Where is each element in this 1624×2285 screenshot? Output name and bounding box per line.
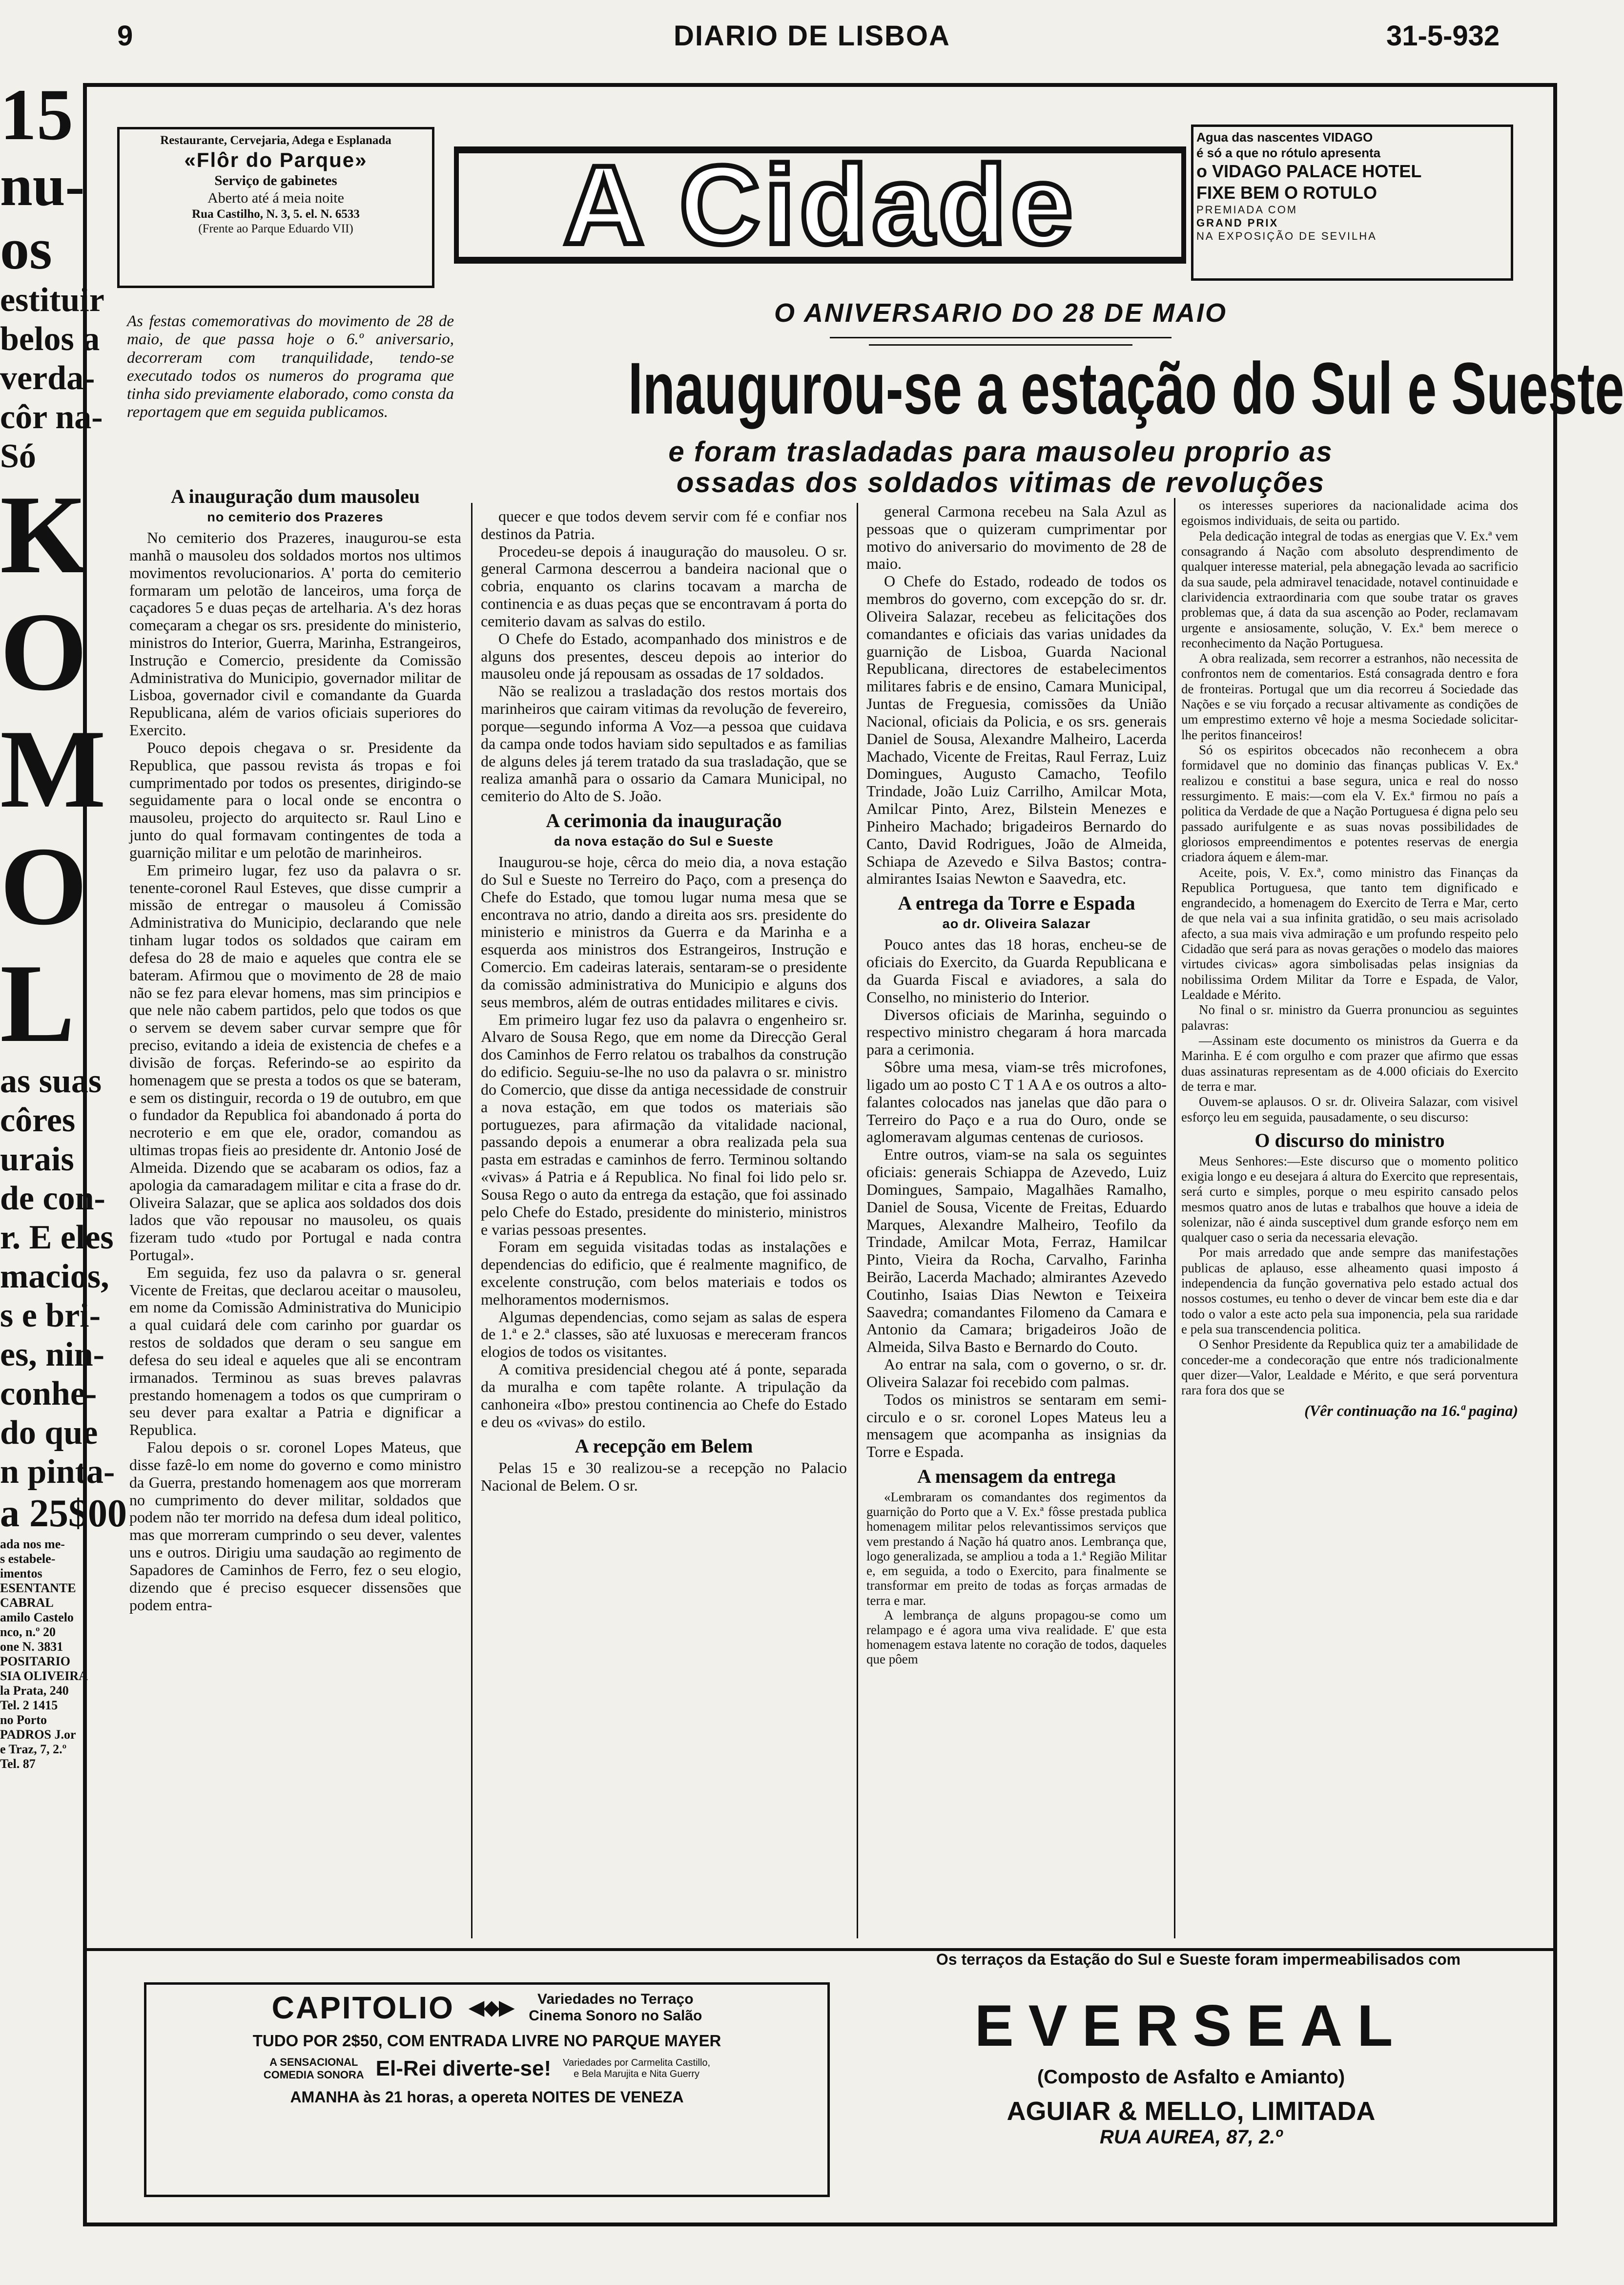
paragraph: Todos os ministros se sentaram em semi-circulo e o sr. coronel Lopes Mateus leu a mensagem que acompanha as insignias da Torre e Espada. [866,1390,1167,1461]
strip-text: O [0,824,87,948]
paragraph: No cemiterio dos Prazeres, inaugurou-se esta manhã o mausoleu dos soldados mortos nos ultimos movimentos revolucionarios. A' porta do cemiterio formaram um pelotão de lanceiros, uma força de caçadores 5 e duas peças de artelharia. A's dez horas começaram a chegar os srs. presidente do ministerio, ministros do Interior, Guerra, Marinha, Estrangeiros, Instrução e Comercio, presidente da Comissão Administrativa do Municipio, governador militar de Lisboa, governador civil e comandante da Guarda Republicana, além de varios oficiais superiores do Exercito. [129,529,461,739]
strip-text: Tel. 87 [0,1757,36,1771]
paragraph: quecer e que todos devem servir com fé e confiar nos destinos da Patria. [481,507,847,542]
paragraph: Pelas 15 e 30 realizou-se a recepção no Palacio Nacional de Belem. O sr. [481,1459,847,1495]
strip-text: as suas [0,1062,102,1100]
ad-line: A SENSACIONAL [269,2056,358,2068]
ad-line: PREMIADA COM [1196,204,1298,216]
ad-line: NA EXPOSIÇÃO DE SEVILHA [1196,229,1377,242]
paragraph: —Assinam este documento os ministros da Guerra e da Marinha. E é com orgulho e com prazer que afirmo que essas duas assinaturas representam as de 4.000 oficiais do Exercito de terra e mar. [1181,1033,1518,1094]
strip-text: imentos [0,1566,42,1580]
strip-text: la Prata, 240 [0,1683,69,1698]
paragraph: Falou depois o sr. coronel Lopes Mateus, que disse fazê-lo em nome do governo e como ministro da Guerra, prestando homenagem aos que morreram no cumprimento do dever militar, soldados que podem não ter morrido na defesa dum ideal politico, mas que morreram cumprindo o seu dever, valentes uns e outros. Dirigiu uma saudação ao regimento de Sapadores de Caminhos de Ferro, fez o seu elogio, dizendo que é preciso esquecer dissensões que podem entra- [129,1438,461,1614]
strip-text: L [0,941,75,1065]
ad-line: Cinema Sonoro no Salão [529,2008,702,2024]
strip-text: Só [0,437,36,475]
strip-text: CABRAL [0,1596,54,1610]
ad-line: Agua das nascentes VIDAGO [1196,130,1373,145]
strip-text: conhe- [0,1375,97,1413]
ad-caption: Os terraços da Estação do Sul e Sueste foram impermeabilisados com [936,1951,1461,1968]
paragraph: Pouco antes das 18 horas, encheu-se de oficiais do Exercito, da Guarda Republicana e da Guarda Fiscal e aviadores, a sala do Conselho, no ministerio do Interior. [866,935,1167,1006]
adjacent-page-strip [0,74,127,2226]
section-logo-text: A Cidade [563,142,1077,268]
strip-text: n pinta- [0,1453,115,1491]
strip-text: s estabele- [0,1552,56,1566]
paragraph: Meus Senhores:—Este discurso que o momento politico exigia longo e eu desejara á altura do Exercito que representais, será curto e simples, porque o meu espirito cansado pelos mesmos quatro anos de lutas e trabalhos que houve a ideia de solenizar, não é ainda susceptivel dum grande esforço nem em qualquer caso o seria da necessaria elevação. [1181,1153,1518,1245]
section-subheading: ao dr. Oliveira Salazar [942,916,1091,932]
strip-text: nu- [0,153,85,218]
ad-brand: EVERSEAL [974,1993,1408,2058]
article-intro: As festas comemorativas do movimento de 28 de maio, de que passa hoje o 6.º aniversario, decorreram com tranquilidade, tendo-se executado todos os numeros do programa que tinha sido previamente elaborado, como consta da reportagem que em seguida publicamos. [127,312,454,421]
paragraph: «Lembraram os comandantes dos regimentos da guarnição do Porto que a V. Ex.ª fôsse prestada publica homenagem militar pelos relevantissimos serviços que vem prestando á Nação há quatro anos. Lembrança que, logo generalizada, se ampliou a toda a 1.ª Região Militar e, em seguida, a todo o Exercito, para finalmente se transformar em preito de todas as forças armadas de terra e mar. [866,1489,1167,1608]
ad-address: RUA AUREA, 87, 2.º [1100,2126,1282,2148]
strip-text: macios, [0,1258,109,1295]
strip-text: côr na- [0,398,103,436]
strip-text: POSITARIO [0,1654,70,1668]
paragraph: Em primeiro lugar fez uso da palavra o engenheiro sr. Alvaro de Sousa Rego, que em nome da Direcção Geral dos Caminhos de Ferro relatou os trabalhos da construção do edificio. Seguiu-se-lhe no uso da palavra o sr. ministro do Comercio, que disse da antiga necessidade de construir a nova estação, em que todos os materiais são portuguezes, para afirmação da vitalidade nacional, passando depois a enumerar a obra realizada pela sua pasta em estradas e caminhos de ferro. Terminou soltando «vivas» á Patria e á Republica. No final foi lido pelo sr. Sousa Rego o auto da entrega da estação, que foi assinado pelo Chefe do Estado, presidente do ministerio, ministros e varias pessoas presentes. [481,1010,847,1238]
paragraph: O Chefe do Estado, rodeado de todos os membros do governo, com excepção do sr. dr. Oliveira Salazar, recebeu as felicitações dos comandantes e oficiais das varias unidades da guarnição de Lisboa, Guarda Nacional Republicana, directores de estabelecimentos militares fabris e de ensino, Camara Municipal, Juntas de Freguesia, comissões da União Nacional, oficiais da Policia, e os srs. generais Daniel de Sousa, Alexandre Malheiro, Lacerda Machado, Vicente de Freitas, Raul Ferraz, Luiz Domingues, Augusto Camacho, Teofilo Trindade, João Luiz Carrilho, Amilcar Mota, Amilcar Pinto, Arez, Bilstein Menezes e Pinheiro Machado; brigadeiros Bernardo do Canto, David Rodrigues, João de Almeida, Schiapa de Azevedo e Silva Bastos; contra-almirantes Isaias Newton e Saavedra, etc. [866,572,1167,888]
divider [869,344,1132,346]
strip-text: ESENTANTE [0,1581,76,1595]
strip-text: K [0,472,87,597]
article-column-2 [481,508,847,1495]
strip-text: s e bri- [0,1297,101,1334]
strip-text: r. E eles [0,1219,114,1256]
strip-text: amilo Castelo [0,1610,74,1624]
strip-text: verda- [0,359,95,397]
ad-line: (Composto de Asfalto e Amianto) [1037,2066,1345,2088]
section-heading: A entrega da Torre e Espada [898,892,1135,914]
diamond-arrows-icon: ◀◆▶ [469,1997,514,2018]
ad-line: Variedades por Carmelita Castillo, [563,2057,711,2068]
ad-line: Restaurante, Cervejaria, Adega e Esplanada [160,134,391,147]
section-heading: A mensagem da entrega [917,1465,1116,1488]
column-rule [471,503,473,1938]
paragraph: O Chefe do Estado, acompanhado dos ministros e de alguns dos presentes, desceu depois ao interior do mausoleu onde já repousam as ossadas de 17 soldados. [481,629,847,683]
strip-text: 15 [0,74,73,155]
ad-vidago [1191,125,1513,281]
paragraph: Não se realizou a trasladação dos restos mortais dos marinheiros que cairam vitimas da revolução de fevereiro, porque—segundo informa A Voz—a pessoa que cuidava da campa onde todos haviam sido sepultados e as familias de alguns deles já terem tratado da sua trasladação, que se realiza amanhã para o ossario da Camara Municipal, no cemiterio do Alto de S. João. [481,682,847,805]
strip-text: os [0,216,52,281]
strip-text: es, nin- [0,1336,104,1373]
paragraph: Inaugurou-se hoje, cêrca do meio dia, a nova estação do Sul e Sueste no Terreiro do Paço, com a presença do Chefe do Estado, que tomou lugar numa mesa que se encontrava no atrio, dando a direita aos srs. presidente do ministerio e ministros da Guerra e da Marinha e a esquerda aos ministros dos Estrangeiros, Instrução e Comercio. Em cadeiras laterais, sentaram-se o presidente da comissão administrativa do Municipio e alguns dos seus membros, além de outras entidades militares e civis. [481,853,847,1011]
ad-line: Rua Castilho, N. 3, 5. el. N. 6533 [192,208,360,221]
article-headline: Inaugurou-se a estação do Sul e Sueste [628,347,1624,429]
ad-line: e Bela Marujita e Nita Guerry [574,2069,700,2079]
paragraph: Ouvem-se aplausos. O sr. dr. Oliveira Salazar, com visivel esforço leu em seguida, pausadamente, o seu discurso: [1181,1094,1518,1124]
strip-text: PADROS J.or [0,1727,76,1742]
section-heading: A inauguração dum mausoleu [170,485,420,507]
section-heading: A cerimonia da inauguração [546,810,782,832]
paragraph: Por mais arredado que ande sempre das manifestações publicas de aplauso, esse alheamento quasi imposto á independencia da função governativa pelo estado actual dos nossos costumes, eu tenho o dever de vincar bem este dia e dar todo o valor a este acto pela sua imponencia, pela sua raridade e pela sua transcendencia politica. [1181,1245,1518,1337]
ad-line: Aberto até á meia noite [207,190,344,207]
paragraph: No final o sr. ministro da Guerra pronunciou as seguintes palavras: [1181,1002,1518,1033]
section-logo [454,142,1186,268]
paragraph: Aceite, pois, V. Ex.ª, como ministro das Finanças da Republica Portuguesa, que tanto tem dignificado e engrandecido, a homenagem do Exercito de Terra e Mar, certo de que nela vai a sua infinita gratidão, o seu mais acrisolado afecto, a sua mais viva admiração e um profundo respeito pelo Cidadão que será para as novas gerações o modelo das maiores virtudes civicas» agora simbolisadas pelas insignias da nobilissima Ordem Militar da Torre e Espada, de Valor, Lealdade e Mérito. [1181,865,1518,1002]
ad-line: COMEDIA SONORA [263,2069,364,2081]
issue-date: 31-5-932 [1386,20,1500,52]
ad-film-title: El-Rei diverte-se! [375,2056,552,2080]
article-column-4 [1181,498,1518,1419]
ad-title: CAPITOLIO [271,1990,454,2025]
paragraph: os interesses superiores da nacionalidade acima dos egoismos individuais, de seita ou partido. [1181,498,1518,528]
ad-capitolio [144,1982,830,2197]
strip-text: a 25$00 [0,1492,127,1535]
divider [830,337,1172,338]
strip-text: O [0,589,87,714]
ad-line: Variedades no Terraço [537,1991,694,2007]
paragraph: Entre outros, viam-se na sala os seguintes oficiais: generais Schiappa de Azevedo, Luiz Domingues, Sampaio, Magalhães Ramalho, Daniel de Sousa, Vicente de Freitas, Eduardo Marques, Alexandre Malheiro, Teofilo da Trindade, Amilcar Mota, Ferraz, Hamilcar Pinto, Vieira da Rocha, Carvalho, Farinha Beirão, Lacerda Machado; almirantes Azevedo Coutinho, Isaias Dias Newton e Teixeira Saavedra; comandantes Filomeno da Camara e Antonio da Camara; brigadeiros João de Almeida, Silva Basto e Bernardo do Couto. [866,1145,1167,1356]
ad-line: é só a que no rótulo apresenta [1196,145,1381,160]
paragraph: Em seguida, fez uso da palavra o sr. general Vicente de Freitas, que declarou aceitar o mausoleu, em nome da Comissão Administrativa do Municipio a qual cuidará dele com carinho por guardar os restos de soldados que deram o seu sangue em defesa do seu ideal e aqueles que ali se encontram irmanados. Terminou as suas breves palavras prestando homenagem a todos os que cumpriram o seu dever para exaltar a Patria e dignificar a Republica. [129,1263,461,1439]
paragraph: Sôbre uma mesa, viam-se três microfones, ligado um ao posto C T 1 A A e os outros a alto-falantes colocados nas janelas que dão para o Terreiro do Paço e a rua do Ouro, onde se aglomeravam algumas centenas de curiosos. [866,1058,1167,1146]
strip-text: nco, n.º 20 [0,1625,56,1639]
section-subheading: no cemiterio dos Prazeres [207,509,384,524]
ad-line: GRAND PRIX [1196,217,1279,229]
strip-text: M [0,706,106,831]
article-subhead: ossadas dos soldados vitimas de revoluções [676,467,1325,499]
paragraph: Diversos oficiais de Marinha, seguindo o respectivo ministro chegaram á hora marcada para a cerimonia. [866,1005,1167,1059]
column-rule [857,503,858,1938]
column-rule [1174,498,1175,1938]
strip-text: de con- [0,1180,105,1217]
paragraph: Algumas dependencias, como sejam as salas de espera de 1.ª e 2.ª classes, são até luxuosas e mereceram francos elogios de todos os visitantes. [481,1308,847,1361]
strip-text: SIA OLIVEIRA [0,1669,88,1683]
ad-title: «Flôr do Parque» [184,148,368,171]
strip-text: côres [0,1101,76,1139]
section-heading: O discurso do ministro [1254,1129,1445,1151]
article-kicker: O ANIVERSARIO DO 28 DE MAIO [774,298,1228,328]
ad-line: Serviço de gabinetes [214,173,337,189]
strip-text: do que [0,1414,98,1452]
section-heading: A recepção em Belem [575,1435,753,1457]
article-subhead: e foram trasladadas para mausoleu proprio as [668,436,1333,468]
strip-text: no Porto [0,1713,47,1727]
strip-text: e Traz, 7, 2.º [0,1742,67,1756]
strip-text: belos a [0,320,100,358]
strip-text: estituir [0,281,104,319]
strip-text: one N. 3831 [0,1640,63,1654]
paragraph: Ao entrar na sala, com o governo, o sr. dr. Oliveira Salazar foi recebido com palmas. [866,1355,1167,1391]
paragraph: A obra realizada, sem recorrer a estranhos, não necessita de confrontos nem de comentarios. Está consagrada dentro e fora de fronteiras. Portugal que um dia recorreu á Sociedade das Nações e se viu forçado a recusar altivamente as condições de um emprestimo externo vê hoje a mesma Sociedade solicitar-lhe peritos financeiros! [1181,651,1518,742]
section-subheading: da nova estação do Sul e Sueste [554,833,774,849]
page-number: 9 [117,20,133,52]
paragraph: Pela dedicação integral de todas as energias que V. Ex.ª vem consagrando á Nação com absoluto desprendimento de qualquer interesse material, pela abnegação levada ao sacrificio da sua saude, pela admiravel tenacidade, notavel continuidade e clarividencia extraordinaria com que soube tratar os graves problemas que, á data da sua ascenção ao Poder, reclamavam urgente e ansiosamente, solução, V. Ex.ª bem merece o reconhecimento da Nação Portuguesa. [1181,528,1518,650]
ad-company: AGUIAR & MELLO, LIMITADA [1007,2097,1376,2126]
paragraph: Procedeu-se depois á inauguração do mausoleu. O sr. general Carmona descerrou a bandeira nacional que o cobria, enquanto os clarins tocavam a marcha de continencia e as duas peças que se encontravam á porta do cemiterio davam as salvas do estilo. [481,542,847,630]
ad-line: AMANHA às 21 horas, a opereta NOITES DE VENEZA [290,2088,684,2106]
paragraph: A comitiva presidencial chegou até á ponte, separada da muralha e com tapête rolante. A tripulação da canhoneira «Ibo» prestou continencia ao Chefe do Estado e deu os «vivas» do estilo. [481,1360,847,1431]
ad-line: o VIDAGO PALACE HOTEL [1196,161,1422,182]
paragraph: O Senhor Presidente da Republica quiz ter a amabilidade de conceder-me a condecoração que entre nós tradicionalmente quer dizer—Valor, Lealdade e Mérito, e que será porventura rara fora dos que se [1181,1337,1518,1398]
paragraph: Pouco depois chegava o sr. Presidente da Republica, que passou revista ás tropas e foi cumprimentado por todos os presentes, dirigindo-se seguidamente para o local onde se encontra o mausoleu, projecto do arquitecto sr. Raul Lino e junto do qual formavam contingentes de toda a guarnição militar e um pelotão de marinheiros. [129,738,461,861]
paragraph: Só os espiritos obcecados não reconhecem a obra formidavel que no dominio das finanças publicas V. Ex.ª realizou e constitui a base segura, unica e real do nosso ressurgimento. E mais:—com ela V. Ex.ª firmou no país a politica da Verdade de que a Nação Portuguesa é digna pelo seu passado aurifulgente e as suas novas possibilidades de gloriosos empreendimentos e potentes reservas de energia criadora áquem e álem-mar. [1181,743,1518,865]
ad-line: TUDO POR 2$50, COM ENTRADA LIVRE NO PARQUE MAYER [252,2032,721,2050]
strip-text: urais [0,1141,74,1178]
newspaper-name: DIARIO DE LISBOA [674,20,950,52]
paragraph: A lembrança de alguns propagou-se como um relampago e é agora uma viva realidade. E' que esta homenagem estava latente no coração de todos, daqueles que pôem [866,1607,1167,1667]
strip-text: Tel. 2 1415 [0,1698,58,1712]
article-column-1 [129,481,461,1614]
paragraph: general Carmona recebeu na Sala Azul as pessoas que o quizeram cumprimentar por motivo do aniversario do movimento de 28 de maio. [866,502,1167,573]
strip-text: ada nos me- [0,1537,65,1551]
continuation-note: (Vêr continuação na 16.ª pagina) [1304,1401,1518,1419]
ad-line: FIXE BEM O ROTULO [1196,183,1377,203]
ad-everseal [844,1982,1538,2148]
paragraph: Foram em seguida visitadas todas as instalações e dependencias do edificio, que é realmente magnifico, de excelente construção, com belos materiais e todos os melhoramentos modernismos. [481,1238,847,1308]
ad-flor-do-parque [117,127,434,288]
article-column-3 [866,503,1167,1667]
ad-line: (Frente ao Parque Eduardo VII) [198,222,353,236]
paragraph: Em primeiro lugar, fez uso da palavra o sr. tenente-coronel Raul Esteves, que disse cumprir a missão de entregar o mausoleu á Comissão Administrativa do Municipio, declarando que nele tinham lugar todos os soldados que cairam em defesa do 28 de maio e aqueles que contra ele se bateram. Afirmou que o movimento de 28 de maio não se fez para elevar homens, mas sim principios e que nele não cabem partidos, pelo que todos os que o servem se devem saber curvar sempre que fôr preciso, evitando a ideia de existencia de chefes e a divisão de forças. Referindo-se ao espirito da homenagem que se presta a todos os que se bateram, e sem os distinguir, recorda o 19 de outubro, em que o fundador da Republica foi abandonado á porta do necroterio e em que ele, orador, comandou as ultimas tropas fieis ao presidente dr. Antonio José de Almeida. Dizendo que se acabaram os odios, faz a apologia da camaradagem militar e cita a frase do dr. Oliveira Salazar, que se aplica aos soldados dos dois lados que vão repousar no mausoleu, os quais fizeram tudo «tudo por Portugal e nada contra Portugal». [129,861,461,1264]
